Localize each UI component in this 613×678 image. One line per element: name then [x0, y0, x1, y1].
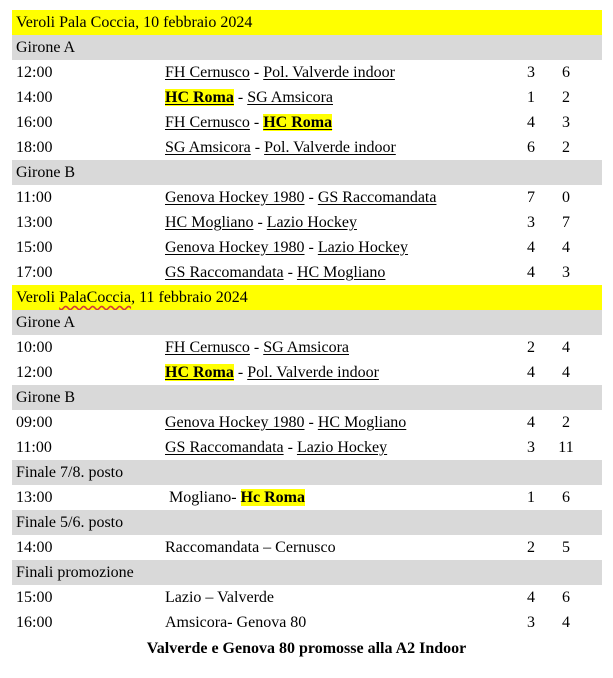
section-title: Finale 7/8. posto: [16, 464, 124, 481]
match-teams: [165, 335, 349, 360]
score-away: 3: [562, 264, 570, 281]
section-title: Girone A: [16, 314, 76, 331]
score-away: 11: [558, 439, 574, 456]
away-team: GS Raccomandata: [317, 189, 437, 206]
team-separator: –: [201, 589, 218, 606]
day-title-venue: PalaCoccia: [59, 289, 132, 306]
score-home: 1: [527, 489, 535, 506]
score-away: 5: [562, 539, 570, 556]
away-team: HC Roma: [263, 114, 333, 131]
match-row: [12, 85, 602, 110]
match-time: 09:00: [16, 414, 53, 431]
match-time: 14:00: [16, 539, 53, 556]
away-team: Lazio Hockey: [266, 214, 357, 231]
match-teams: [165, 485, 305, 510]
score-away: 4: [562, 364, 570, 381]
away-team: Valverde: [217, 589, 274, 606]
home-team: Genova Hockey 1980: [165, 414, 305, 431]
section-header: [12, 310, 602, 335]
away-team: SG Amsicora: [247, 89, 333, 106]
section-header: [12, 460, 602, 485]
away-team: Lazio Hockey: [296, 439, 388, 456]
team-separator: –: [259, 539, 276, 556]
day-title: [16, 285, 248, 310]
match-teams: [165, 410, 406, 435]
away-team: Pol. Valverde indoor: [263, 64, 395, 81]
team-separator: -: [253, 214, 267, 231]
score-away: 2: [562, 89, 570, 106]
match-time: 13:00: [16, 489, 53, 506]
score-home: 4: [527, 589, 535, 606]
match-teams: [165, 60, 395, 85]
home-team: GS Raccomandata: [165, 264, 284, 281]
schedule-table: [12, 10, 602, 635]
section-header: [12, 510, 602, 535]
away-team: Genova 80: [236, 614, 307, 631]
match-time: 15:00: [16, 239, 53, 256]
team-separator: -: [249, 339, 264, 356]
home-team: Genova Hockey 1980: [165, 239, 305, 256]
match-teams: [165, 235, 408, 260]
away-team: Cernusco: [275, 539, 336, 556]
team-separator: -: [283, 264, 297, 281]
match-teams: [165, 260, 385, 285]
match-time: 16:00: [16, 114, 53, 131]
score-away: 6: [562, 489, 570, 506]
match-row: [12, 210, 602, 235]
team-separator: -: [227, 614, 237, 631]
score-home: 4: [527, 264, 535, 281]
away-team: Lazio Hockey: [317, 239, 409, 256]
match-row: [12, 110, 602, 135]
score-away: 6: [562, 589, 570, 606]
score-home: 2: [527, 339, 535, 356]
home-team: FH Cernusco: [165, 339, 250, 356]
match-time: 17:00: [16, 264, 53, 281]
match-teams: [165, 535, 336, 560]
section-title: Girone B: [16, 389, 76, 406]
score-away: 2: [562, 139, 570, 156]
match-row: [12, 360, 602, 385]
score-home: 4: [527, 414, 535, 431]
home-team: HC Roma: [165, 89, 234, 106]
section-header: [12, 560, 602, 585]
section-header: [12, 35, 602, 60]
section-title: Girone B: [16, 164, 76, 181]
score-away: 4: [562, 339, 570, 356]
match-teams: [165, 185, 436, 210]
score-home: 6: [527, 139, 535, 156]
match-row: [12, 535, 602, 560]
score-home: 3: [527, 214, 535, 231]
away-team: Hc Roma: [240, 489, 305, 506]
match-row: [12, 435, 602, 460]
score-away: 0: [562, 189, 570, 206]
match-time: 12:00: [16, 364, 53, 381]
day-title-part: Veroli: [16, 289, 60, 306]
team-separator: -: [233, 364, 248, 381]
match-teams: [165, 85, 333, 110]
team-separator: -: [231, 489, 241, 506]
day-title-part: , 11 febbraio 2024: [131, 289, 248, 306]
match-time: 16:00: [16, 614, 53, 631]
away-team: HC Mogliano: [296, 264, 386, 281]
section-header: [12, 160, 602, 185]
match-row: [12, 60, 602, 85]
match-time: 14:00: [16, 89, 53, 106]
match-row: [12, 585, 602, 610]
home-team: SG Amsicora: [165, 139, 251, 156]
team-separator: -: [304, 414, 318, 431]
home-team: Lazio: [165, 589, 202, 606]
day-header: [12, 285, 602, 310]
match-time: 12:00: [16, 64, 53, 81]
score-away: 6: [562, 64, 570, 81]
match-row: [12, 235, 602, 260]
footer-note: Valverde e Genova 80 promosse alla A2 Indoor: [146, 640, 467, 657]
match-time: 15:00: [16, 589, 53, 606]
match-row: [12, 410, 602, 435]
score-away: 4: [562, 614, 570, 631]
score-away: 4: [562, 239, 570, 256]
team-separator: -: [250, 139, 265, 156]
match-row: [12, 485, 602, 510]
score-home: 4: [527, 364, 535, 381]
home-team: FH Cernusco: [165, 114, 250, 131]
match-time: 11:00: [16, 439, 52, 456]
home-team: Mogliano: [165, 489, 232, 506]
score-home: 2: [527, 539, 535, 556]
team-separator: -: [304, 189, 318, 206]
team-separator: -: [249, 64, 264, 81]
away-team: HC Mogliano: [317, 414, 407, 431]
home-team: GS Raccomandata: [165, 439, 284, 456]
match-time: 10:00: [16, 339, 53, 356]
home-team: Genova Hockey 1980: [165, 189, 305, 206]
home-team: Raccomandata: [165, 539, 260, 556]
match-time: 18:00: [16, 139, 53, 156]
match-teams: [165, 135, 396, 160]
score-home: 3: [527, 64, 535, 81]
score-home: 3: [527, 439, 535, 456]
away-team: SG Amsicora: [263, 339, 349, 356]
away-team: Pol. Valverde indoor: [247, 364, 379, 381]
score-home: 3: [527, 614, 535, 631]
match-teams: [165, 585, 274, 610]
match-row: [12, 135, 602, 160]
score-away: 2: [562, 414, 570, 431]
section-title: Girone A: [16, 39, 76, 56]
team-separator: -: [304, 239, 318, 256]
home-team: Amsicora: [165, 614, 228, 631]
section-title: Finali promozione: [16, 564, 134, 581]
team-separator: -: [249, 114, 264, 131]
match-time: 13:00: [16, 214, 53, 231]
team-separator: -: [283, 439, 297, 456]
score-home: 1: [527, 89, 535, 106]
team-separator: -: [233, 89, 248, 106]
score-home: 4: [527, 239, 535, 256]
match-teams: [165, 435, 387, 460]
section-header: [12, 385, 602, 410]
match-teams: [165, 610, 306, 635]
match-teams: [165, 360, 379, 385]
day-title: Veroli Pala Coccia, 10 febbraio 2024: [16, 14, 253, 31]
match-row: [12, 335, 602, 360]
match-teams: [165, 110, 332, 135]
match-teams: [165, 210, 357, 235]
match-time: 11:00: [16, 189, 52, 206]
match-row: [12, 260, 602, 285]
home-team: FH Cernusco: [165, 64, 250, 81]
score-away: 7: [562, 214, 570, 231]
home-team: HC Mogliano: [165, 214, 254, 231]
day-header: [12, 10, 602, 35]
score-away: 3: [562, 114, 570, 131]
match-row: [12, 185, 602, 210]
match-row: [12, 610, 602, 635]
away-team: Pol. Valverde indoor: [264, 139, 396, 156]
section-title: Finale 5/6. posto: [16, 514, 124, 531]
score-home: 4: [527, 114, 535, 131]
home-team: HC Roma: [165, 364, 234, 381]
score-home: 7: [527, 189, 535, 206]
